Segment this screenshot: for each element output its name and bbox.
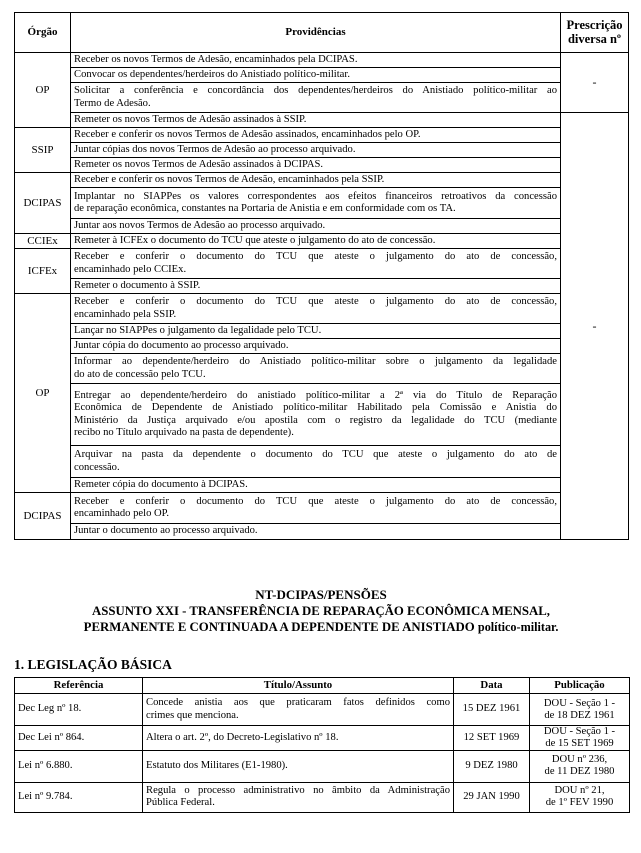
publicacao-line: DOU nº 236, <box>551 754 608 766</box>
providencia-line: Juntar o documento ao processo arquivado. <box>74 525 258 537</box>
referencia-cell: Lei nº 9.784. <box>15 782 143 812</box>
providencia-cell <box>71 324 561 339</box>
providencia-cell <box>71 339 561 354</box>
header-prescricao <box>561 13 629 53</box>
providencia-cell <box>71 113 561 128</box>
header-prescricao-line1: Prescrição <box>566 17 623 32</box>
providencia-cell <box>71 279 561 294</box>
prescricao-cell: - <box>561 113 629 540</box>
legislacao-row <box>15 726 630 751</box>
legislacao-title: 1. LEGISLAÇÃO BÁSICA <box>14 657 172 672</box>
orgao-cell: CCIEx <box>15 234 71 249</box>
providencia-row <box>15 219 629 234</box>
providencia-line: Receber os novos Termos de Adesão, encaminhados pela DCIPAS. <box>74 53 358 65</box>
titulo-line: Regula o processo administrativo no âmbito da Administração <box>146 784 450 796</box>
header-prescricao-line2: diversa nº <box>567 31 622 46</box>
providencia-cell <box>71 53 561 68</box>
titulo-line: Pública Federal. <box>146 797 215 809</box>
providencia-row <box>15 478 629 493</box>
publicacao-cell <box>530 782 630 812</box>
providencia-cell <box>71 478 561 493</box>
providencia-line: encaminhado pelo CCIEx. <box>74 263 187 275</box>
providencia-row <box>15 143 629 158</box>
providencia-row <box>15 493 629 524</box>
providencia-line: de reparação econômica, constantes na Portaria de Anistia e em conformidade com os TA. <box>74 203 456 214</box>
publicacao-line: de 15 SET 1969 <box>545 737 614 749</box>
data-cell: 9 DEZ 1980 <box>454 750 530 782</box>
publicacao-line: de 11 DEZ 1980 <box>544 766 615 778</box>
providencia-row <box>15 294 629 324</box>
nt-title: NT-DCIPAS/PENSÕES <box>255 587 387 602</box>
header-referencia: Referência <box>15 678 143 694</box>
providencia-line: Receber e conferir o documento do TCU que ateste o julgamento do ato de concessão, <box>74 251 557 262</box>
providencia-row <box>15 324 629 339</box>
titulo-cell <box>143 694 454 726</box>
providencia-line: Arquivar na pasta da dependente o documento do TCU que ateste o julgamento do ato de <box>74 449 557 460</box>
providencia-line: Remeter à ICFEx o documento do TCU que ateste o julgamento do ato de concessão. <box>74 234 436 246</box>
providencia-cell <box>71 446 561 478</box>
providencia-row <box>15 113 629 128</box>
providencia-line: encaminhado pelo OP. <box>74 508 170 519</box>
orgao-cell: SSIP <box>15 128 71 173</box>
providencia-cell <box>71 294 561 324</box>
providencia-line: Convocar os dependentes/herdeiros do Anistiado político-militar. <box>74 68 350 80</box>
providencia-row <box>15 128 629 143</box>
publicacao-line: de 18 DEZ 1961 <box>544 709 615 721</box>
providencia-line: Juntar cópia do documento ao processo arquivado. <box>74 339 289 351</box>
providencia-row <box>15 188 629 219</box>
providencia-row <box>15 234 629 249</box>
providencia-line: Receber e conferir o documento do TCU que ateste o julgamento do ato de concessão, <box>74 296 557 307</box>
header-orgao: Órgão <box>15 13 71 53</box>
titulo-line: crimes que menciona. <box>146 709 239 721</box>
header-titulo: Título/Assunto <box>143 678 454 694</box>
publicacao-line: de 1º FEV 1990 <box>545 797 614 809</box>
providencia-cell <box>71 83 561 113</box>
providencia-cell <box>71 384 561 446</box>
titulo-line: Altera o art. 2º, do Decreto-Legislativo nº 18. <box>146 731 339 743</box>
header-providencias: Providências <box>71 13 561 53</box>
providencia-line: Lançar no SIAPPes o julgamento da legalidade pelo TCU. <box>74 324 322 336</box>
providencia-line: Receber e conferir os novos Termos de Adesão, encaminhados pela SSIP. <box>74 173 385 185</box>
prescricao-cell: - <box>561 53 629 113</box>
referencia-cell: Lei nº 6.880. <box>15 750 143 782</box>
titulo-cell <box>143 782 454 812</box>
providencia-row <box>15 339 629 354</box>
providencias-table <box>14 12 629 540</box>
providencias-header-row <box>15 13 629 53</box>
providencia-cell <box>71 143 561 158</box>
providencia-line: Remeter cópia do documento à DCIPAS. <box>74 478 248 490</box>
providencia-line: recibo no Título arquivado na pasta de dependente). <box>74 427 294 438</box>
providencia-line: Implantar no SIAPPes os valores correspondentes aos efeitos financeiros retroativos da concessão <box>74 190 557 202</box>
publicacao-cell <box>530 726 630 751</box>
providencia-row <box>15 249 629 279</box>
legislacao-row <box>15 694 630 726</box>
referencia-cell: Dec Lei nº 864. <box>15 726 143 751</box>
data-cell: 12 SET 1969 <box>454 726 530 751</box>
providencia-row <box>15 384 629 446</box>
providencia-line: Entregar ao dependente/herdeiro do anistiado político-militar a 2ª via do Título de Reparação <box>74 389 557 401</box>
subject-line2-tail: político-militar. <box>477 619 559 634</box>
providencia-line: concessão. <box>74 461 120 473</box>
providencia-line: do ato de concessão pelo TCU. <box>74 368 206 380</box>
orgao-cell: OP <box>15 53 71 128</box>
titulo-line: Concede anistia aos que praticaram fatos definidos como <box>146 697 450 708</box>
legislacao-header-row <box>15 678 630 694</box>
data-cell: 15 DEZ 1961 <box>454 694 530 726</box>
providencia-cell <box>71 234 561 249</box>
providencia-row <box>15 279 629 294</box>
providencia-line: Econômica de Dependente de Anistiado político-militar Habilitado pela Comissão e Anistia do <box>74 402 557 413</box>
providencia-line: Termo de Adesão. <box>74 97 151 109</box>
publicacao-line: DOU nº 21, <box>554 785 605 797</box>
legislacao-row <box>15 782 630 812</box>
providencia-cell <box>71 188 561 219</box>
titulo-cell <box>143 750 454 782</box>
orgao-cell: OP <box>15 294 71 493</box>
publicacao-cell <box>530 694 630 726</box>
referencia-cell: Dec Leg nº 18. <box>15 694 143 726</box>
providencia-row <box>15 83 629 113</box>
providencia-cell <box>71 249 561 279</box>
providencia-cell <box>71 524 561 540</box>
subject-line1: ASSUNTO XXI - TRANSFERÊNCIA DE REPARAÇÃO ECONÔMICA MENSAL, <box>92 604 550 618</box>
providencia-line: Remeter os novos Termos de Adesão assinados à DCIPAS. <box>74 158 324 170</box>
providencia-cell <box>71 173 561 188</box>
providencia-row <box>15 354 629 384</box>
providencia-line: Receber e conferir o documento do TCU que ateste o julgamento do ato de concessão, <box>74 495 557 507</box>
publicacao-cell <box>530 750 630 782</box>
subject-title <box>14 604 628 635</box>
providencia-line: Solicitar a conferência e concordância dos dependentes/herdeiros do Anistiado político-militar ao <box>74 85 557 96</box>
providencia-cell <box>71 354 561 384</box>
providencia-row <box>15 68 629 83</box>
orgao-cell: ICFEx <box>15 249 71 294</box>
providencia-cell <box>71 68 561 83</box>
providencia-row <box>15 53 629 68</box>
titulo-line: Estatuto dos Militares (E1-1980). <box>146 759 288 771</box>
providencia-line: Informar ao dependente/herdeiro do Anistiado político-militar sobre o julgamento da legalidade <box>74 356 557 367</box>
providencia-line: Remeter o documento à SSIP. <box>74 279 201 291</box>
providencia-line: Remeter os novos Termos de Adesão assinados à SSIP. <box>74 113 307 125</box>
providencia-cell <box>71 128 561 143</box>
orgao-cell: DCIPAS <box>15 493 71 540</box>
providencia-row <box>15 446 629 478</box>
publicacao-line: DOU - Seção 1 - <box>543 726 616 737</box>
legislacao-row <box>15 750 630 782</box>
providencia-row <box>15 158 629 173</box>
providencia-line: Receber e conferir os novos Termos de Adesão assinados, encaminhados pelo OP. <box>74 128 421 140</box>
header-data: Data <box>454 678 530 694</box>
providencia-line: Juntar aos novos Termos de Adesão ao processo arquivado. <box>74 219 326 231</box>
providencia-line: Juntar cópias dos novos Termos de Adesão ao processo arquivado. <box>74 143 356 155</box>
subject-line2-bold: PERMANENTE E CONTINUADA A DEPENDENTE DE ANISTIADO <box>83 619 475 634</box>
providencia-row <box>15 173 629 188</box>
providencia-line: encaminhado pela SSIP. <box>74 308 177 320</box>
titulo-cell <box>143 726 454 751</box>
orgao-cell: DCIPAS <box>15 173 71 234</box>
providencia-row <box>15 524 629 540</box>
header-publicacao: Publicação <box>530 678 630 694</box>
publicacao-line: DOU - Seção 1 - <box>543 697 616 709</box>
providencia-cell <box>71 493 561 524</box>
legislacao-table <box>14 677 630 813</box>
providencia-cell <box>71 158 561 173</box>
providencia-line: Ministério da Justiça arquivado e/ou apostila com o registro da legalidade do TCU (mediante <box>74 414 557 426</box>
data-cell: 29 JAN 1990 <box>454 782 530 812</box>
providencia-cell <box>71 219 561 234</box>
